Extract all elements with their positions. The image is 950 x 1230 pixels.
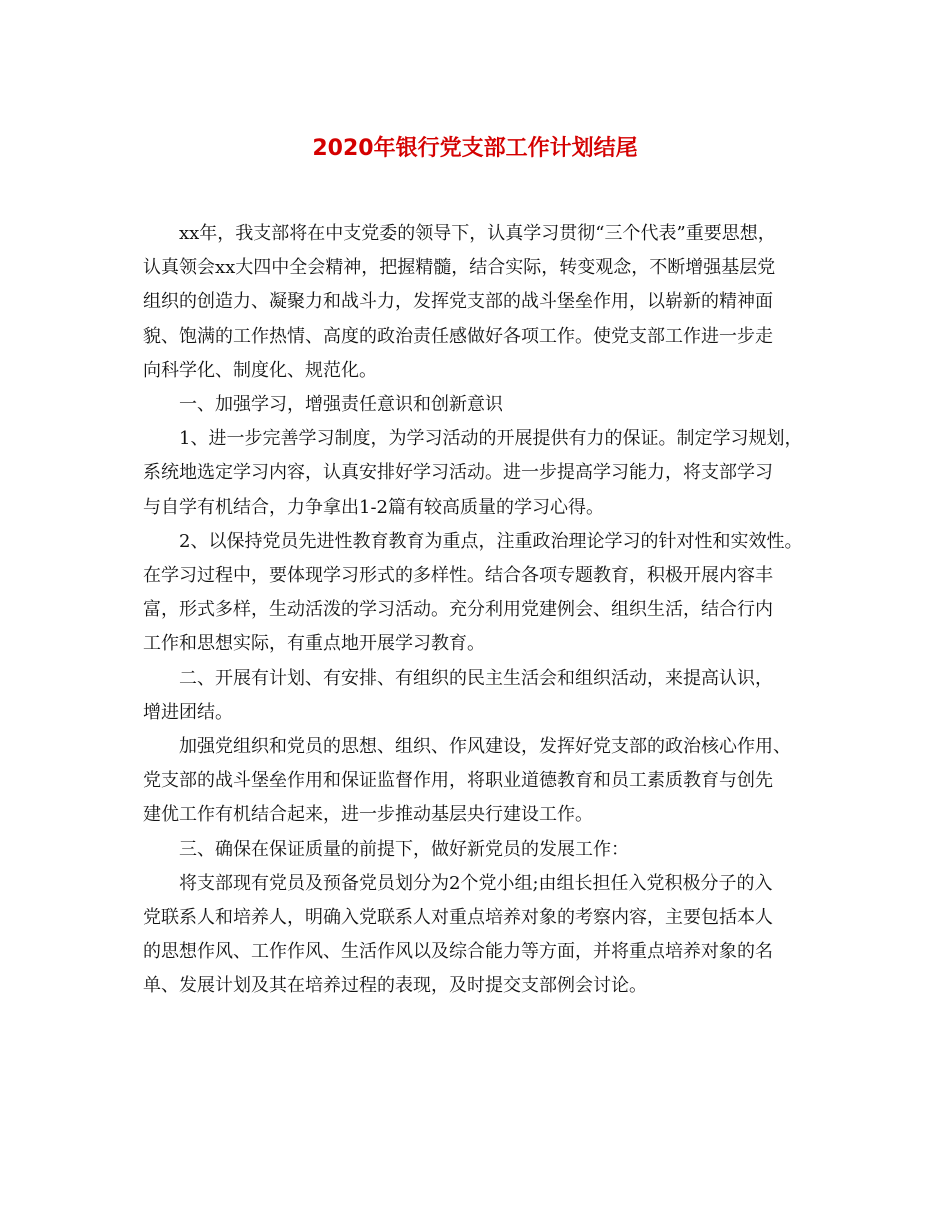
text-line: xx年，我支部将在中支党委的领导下，认真学习贯彻“三个代表”重要思想，	[179, 223, 776, 244]
text-line: 二、开展有计划、有安排、有组织的民主生活会和组织活动，来提高认识，	[179, 667, 773, 689]
text-line: 党联系人和培养人，明确入党联系人对重点培养对象的考察内容，主要包括本人	[143, 907, 773, 929]
paragraph-1-2	[143, 525, 823, 662]
section-heading-2	[143, 662, 823, 730]
text-line: 增进团结。	[143, 701, 233, 723]
section-heading-1	[143, 388, 823, 422]
text-line: 单、发展计划及其在培养过程的表现，及时提交支部例会讨论。	[143, 975, 647, 997]
document-title: 2020年银行党支部工作计划结尾	[312, 136, 638, 161]
text-line: 建优工作有机结合起来，进一步推动基层央行建设工作。	[143, 804, 593, 826]
paragraph-3	[143, 867, 823, 1004]
text-line: 认真领会xx大四中全会精神，把握精髓，结合实际，转变观念，不断增强基层党	[143, 257, 776, 279]
text-line: 将支部现有党员及预备党员划分为2个党小组;由组长担任入党积极分子的入	[179, 872, 773, 894]
text-line: 貌、饱满的工作热情、高度的政治责任感做好各项工作。使党支部工作进一步走	[143, 325, 773, 347]
paragraph-1-1	[143, 422, 823, 525]
text-line: 2、以保持党员先进性教育教育为重点，注重政治理论学习的针对性和实效性。	[179, 530, 803, 552]
text-line: 三、确保在保证质量的前提下，做好新党员的发展工作：	[179, 838, 629, 860]
text-line: 党支部的战斗堡垒作用和保证监督作用，将职业道德教育和员工素质教育与创先	[143, 770, 773, 792]
text-line: 的思想作风、工作作风、生活作风以及综合能力等方面，并将重点培养对象的名	[143, 941, 773, 963]
text-line: 系统地选定学习内容，认真安排好学习活动。进一步提高学习能力，将支部学习	[143, 462, 773, 484]
paragraph-2	[143, 730, 823, 833]
text-line: 向科学化、制度化、规范化。	[143, 359, 377, 381]
text-line: 在学习过程中，要体现学习形式的多样性。结合各项专题教育，积极开展内容丰	[143, 565, 773, 587]
text-line: 富，形式多样，生动活泼的学习活动。充分利用党建例会、组织生活，结合行内	[143, 599, 773, 621]
text-line: 1、进一步完善学习制度，为学习活动的开展提供有力的保证。制定学习规划，	[179, 428, 803, 450]
text-line: 加强党组织和党员的思想、组织、作风建设，发挥好党支部的政治核心作用、	[179, 736, 791, 758]
paragraph-intro	[143, 217, 823, 388]
text-line: 工作和思想实际，有重点地开展学习教育。	[143, 633, 485, 655]
text-line: 一、加强学习，增强责任意识和创新意识	[179, 394, 503, 416]
section-heading-3	[143, 833, 823, 867]
text-line: 与自学有机结合，力争拿出1-2篇有较高质量的学习心得。	[143, 496, 604, 518]
document-body	[143, 217, 823, 1004]
text-line: 组织的创造力、凝聚力和战斗力，发挥党支部的战斗堡垒作用，以崭新的精神面	[143, 291, 773, 313]
